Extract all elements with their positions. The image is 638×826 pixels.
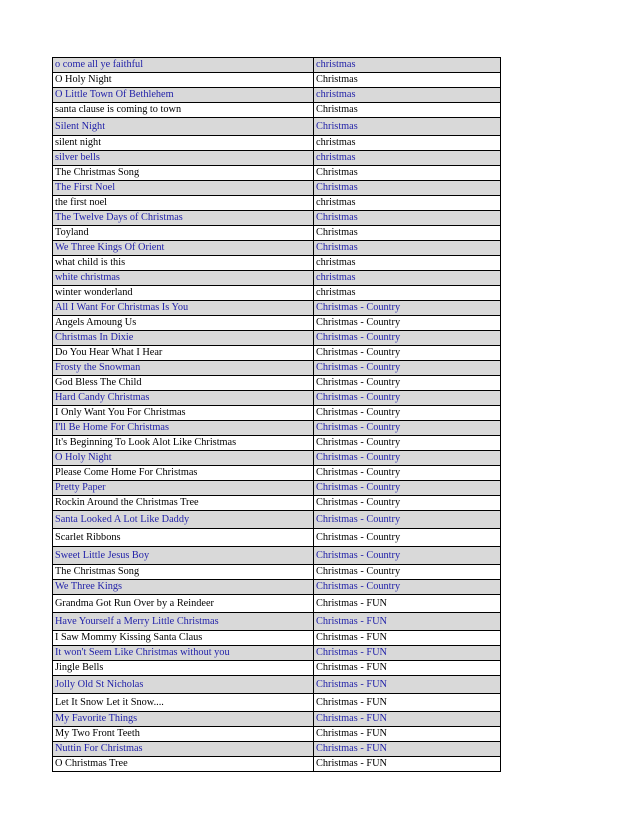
- table-row: [53, 421, 501, 436]
- song-title-cell: winter wonderland: [53, 286, 314, 301]
- table-row: [53, 181, 501, 196]
- song-title-cell: Frosty the Snowman: [53, 361, 314, 376]
- song-genre-cell: Christmas - FUN: [314, 727, 501, 742]
- song-table: [52, 57, 501, 772]
- song-title-cell: O Christmas Tree: [53, 757, 314, 772]
- table-row: [53, 346, 501, 361]
- song-genre-cell: Christmas - FUN: [314, 631, 501, 646]
- song-title-cell: Angels Amoung Us: [53, 316, 314, 331]
- song-genre-cell: Christmas - Country: [314, 376, 501, 391]
- song-genre-cell: Christmas - Country: [314, 511, 501, 529]
- song-title-cell: The Christmas Song: [53, 565, 314, 580]
- table-row: [53, 529, 501, 547]
- song-title-cell: Jingle Bells: [53, 661, 314, 676]
- table-row: [53, 391, 501, 406]
- table-row: [53, 742, 501, 757]
- song-genre-cell: Christmas - Country: [314, 565, 501, 580]
- song-title-cell: The Christmas Song: [53, 166, 314, 181]
- song-genre-cell: Christmas - FUN: [314, 613, 501, 631]
- table-row: [53, 88, 501, 103]
- song-genre-cell: christmas: [314, 196, 501, 211]
- table-row: [53, 286, 501, 301]
- song-title-cell: The Twelve Days of Christmas: [53, 211, 314, 226]
- song-genre-cell: Christmas - FUN: [314, 646, 501, 661]
- song-title-cell: o come all ye faithful: [53, 58, 314, 73]
- table-row: [53, 466, 501, 481]
- table-row: [53, 481, 501, 496]
- song-title-cell: the first noel: [53, 196, 314, 211]
- table-row: [53, 565, 501, 580]
- song-title-cell: O Holy Night: [53, 73, 314, 88]
- song-table-body: [53, 58, 501, 772]
- song-genre-cell: Christmas - FUN: [314, 595, 501, 613]
- song-genre-cell: christmas: [314, 271, 501, 286]
- song-title-cell: Santa Looked A Lot Like Daddy: [53, 511, 314, 529]
- table-row: [53, 103, 501, 118]
- table-row: [53, 757, 501, 772]
- song-title-cell: We Three Kings: [53, 580, 314, 595]
- table-row: [53, 151, 501, 166]
- song-title-cell: Have Yourself a Merry Little Christmas: [53, 613, 314, 631]
- song-genre-cell: christmas: [314, 58, 501, 73]
- table-row: [53, 241, 501, 256]
- song-genre-cell: Christmas - Country: [314, 466, 501, 481]
- song-title-cell: Scarlet Ribbons: [53, 529, 314, 547]
- song-title-cell: It's Beginning To Look Alot Like Christmas: [53, 436, 314, 451]
- table-row: [53, 547, 501, 565]
- song-genre-cell: Christmas: [314, 226, 501, 241]
- table-row: [53, 73, 501, 88]
- table-row: [53, 496, 501, 511]
- table-row: [53, 136, 501, 151]
- table-row: [53, 316, 501, 331]
- song-genre-cell: Christmas - FUN: [314, 742, 501, 757]
- song-genre-cell: Christmas - FUN: [314, 694, 501, 712]
- song-title-cell: Grandma Got Run Over by a Reindeer: [53, 595, 314, 613]
- table-row: [53, 646, 501, 661]
- song-genre-cell: Christmas: [314, 103, 501, 118]
- song-title-cell: Sweet Little Jesus Boy: [53, 547, 314, 565]
- table-row: [53, 301, 501, 316]
- song-title-cell: Please Come Home For Christmas: [53, 466, 314, 481]
- table-row: [53, 436, 501, 451]
- song-genre-cell: Christmas - Country: [314, 481, 501, 496]
- table-row: [53, 595, 501, 613]
- table-row: [53, 613, 501, 631]
- song-genre-cell: Christmas - Country: [314, 316, 501, 331]
- song-title-cell: silent night: [53, 136, 314, 151]
- song-title-cell: O Little Town Of Bethlehem: [53, 88, 314, 103]
- song-title-cell: Rockin Around the Christmas Tree: [53, 496, 314, 511]
- song-genre-cell: Christmas - Country: [314, 436, 501, 451]
- song-title-cell: Hard Candy Christmas: [53, 391, 314, 406]
- song-title-cell: Silent Night: [53, 118, 314, 136]
- song-title-cell: Let It Snow Let it Snow....: [53, 694, 314, 712]
- song-genre-cell: Christmas - FUN: [314, 757, 501, 772]
- song-genre-cell: Christmas - Country: [314, 580, 501, 595]
- table-row: [53, 331, 501, 346]
- song-genre-cell: Christmas - Country: [314, 421, 501, 436]
- table-row: [53, 118, 501, 136]
- song-title-cell: God Bless The Child: [53, 376, 314, 391]
- song-genre-cell: Christmas - Country: [314, 529, 501, 547]
- song-title-cell: white christmas: [53, 271, 314, 286]
- table-row: [53, 694, 501, 712]
- song-title-cell: I Only Want You For Christmas: [53, 406, 314, 421]
- song-title-cell: We Three Kings Of Orient: [53, 241, 314, 256]
- song-genre-cell: christmas: [314, 88, 501, 103]
- song-title-cell: Toyland: [53, 226, 314, 241]
- song-genre-cell: Christmas: [314, 211, 501, 226]
- song-title-cell: santa clause is coming to town: [53, 103, 314, 118]
- song-genre-cell: Christmas: [314, 241, 501, 256]
- song-genre-cell: Christmas - FUN: [314, 661, 501, 676]
- song-title-cell: I'll Be Home For Christmas: [53, 421, 314, 436]
- song-title-cell: Christmas In Dixie: [53, 331, 314, 346]
- song-genre-cell: Christmas - Country: [314, 496, 501, 511]
- song-genre-cell: Christmas - Country: [314, 406, 501, 421]
- song-title-cell: I Saw Mommy Kissing Santa Claus: [53, 631, 314, 646]
- song-genre-cell: christmas: [314, 136, 501, 151]
- song-title-cell: Jolly Old St Nicholas: [53, 676, 314, 694]
- table-row: [53, 361, 501, 376]
- song-title-cell: silver bells: [53, 151, 314, 166]
- table-row: [53, 727, 501, 742]
- song-genre-cell: christmas: [314, 286, 501, 301]
- table-row: [53, 661, 501, 676]
- table-row: [53, 166, 501, 181]
- song-genre-cell: Christmas - Country: [314, 391, 501, 406]
- song-title-cell: Do You Hear What I Hear: [53, 346, 314, 361]
- song-genre-cell: Christmas - FUN: [314, 676, 501, 694]
- song-genre-cell: Christmas - Country: [314, 331, 501, 346]
- song-genre-cell: Christmas - Country: [314, 301, 501, 316]
- song-genre-cell: christmas: [314, 256, 501, 271]
- song-genre-cell: Christmas - Country: [314, 361, 501, 376]
- table-row: [53, 376, 501, 391]
- song-genre-cell: Christmas - Country: [314, 547, 501, 565]
- song-title-cell: It won't Seem Like Christmas without you: [53, 646, 314, 661]
- song-title-cell: O Holy Night: [53, 451, 314, 466]
- table-row: [53, 58, 501, 73]
- table-row: [53, 271, 501, 286]
- table-row: [53, 196, 501, 211]
- table-row: [53, 511, 501, 529]
- table-row: [53, 226, 501, 241]
- song-genre-cell: Christmas - Country: [314, 346, 501, 361]
- song-genre-cell: Christmas - FUN: [314, 712, 501, 727]
- song-genre-cell: Christmas: [314, 118, 501, 136]
- song-genre-cell: Christmas: [314, 166, 501, 181]
- table-row: [53, 211, 501, 226]
- song-genre-cell: Christmas: [314, 181, 501, 196]
- song-title-cell: Nuttin For Christmas: [53, 742, 314, 757]
- song-genre-cell: christmas: [314, 151, 501, 166]
- song-genre-cell: Christmas: [314, 73, 501, 88]
- table-row: [53, 631, 501, 646]
- table-row: [53, 256, 501, 271]
- song-title-cell: Pretty Paper: [53, 481, 314, 496]
- song-genre-cell: Christmas - Country: [314, 451, 501, 466]
- table-row: [53, 676, 501, 694]
- song-title-cell: The First Noel: [53, 181, 314, 196]
- song-title-cell: My Favorite Things: [53, 712, 314, 727]
- table-row: [53, 451, 501, 466]
- table-row: [53, 712, 501, 727]
- table-row: [53, 580, 501, 595]
- song-title-cell: My Two Front Teeth: [53, 727, 314, 742]
- table-row: [53, 406, 501, 421]
- song-title-cell: what child is this: [53, 256, 314, 271]
- song-title-cell: All I Want For Christmas Is You: [53, 301, 314, 316]
